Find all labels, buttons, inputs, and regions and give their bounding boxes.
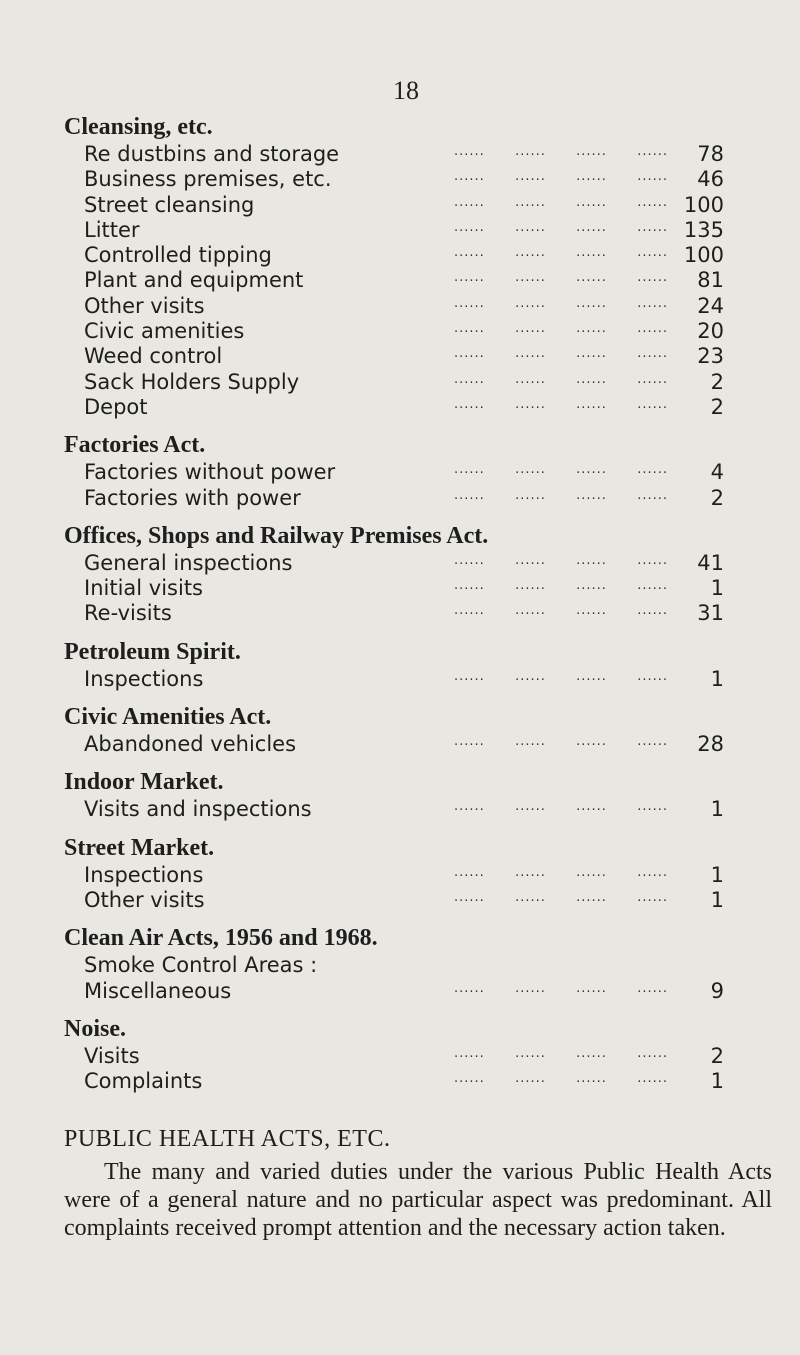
dot-leader: ...... ...... ...... ...... [454, 552, 668, 568]
row-label: Visits [84, 1043, 140, 1068]
row-label: Miscellaneous [84, 978, 232, 1003]
dot-leader: ...... ...... ...... ...... [454, 169, 668, 185]
row-label: Business premises, etc. [84, 167, 332, 192]
row-label: Inspections [84, 666, 204, 691]
dot-leader: ...... ...... ...... ...... [454, 889, 668, 905]
page-number: 18 [393, 76, 419, 105]
row-value: 2 [710, 394, 724, 419]
row-label: Initial visits [84, 576, 203, 601]
row-label: Visits and inspections [84, 797, 312, 822]
section-heading: Indoor Market. [64, 769, 224, 796]
dot-leader: ...... ...... ...... ...... [454, 487, 668, 503]
row-value: 28 [697, 732, 724, 757]
row-value: 23 [697, 344, 724, 369]
dot-leader: ...... ...... ...... ...... [454, 668, 668, 684]
dot-leader: ...... ...... ...... ...... [454, 1071, 668, 1087]
dot-leader: ...... ...... ...... ...... [454, 578, 668, 594]
public-health-title: PUBLIC HEALTH ACTS, ETC. [64, 1126, 391, 1152]
row-value: 81 [697, 268, 724, 293]
dot-leader: ...... ...... ...... ...... [454, 1045, 668, 1061]
row-label: Litter [84, 217, 140, 242]
row-label: Sack Holders Supply [84, 369, 300, 394]
list-row [64, 732, 724, 757]
row-value: 9 [710, 978, 724, 1003]
row-label: Smoke Control Areas : [84, 953, 318, 978]
dot-leader: ...... ...... ...... ...... [454, 734, 668, 750]
list-row [64, 395, 724, 420]
row-value: 2 [710, 485, 724, 510]
row-label: General inspections [84, 550, 293, 575]
row-label: Other visits [84, 293, 205, 318]
section-heading: Offices, Shops and Railway Premises Act. [64, 522, 489, 549]
section-heading: Civic Amenities Act. [64, 704, 272, 731]
row-label: Re dustbins and storage [84, 142, 340, 166]
row-value: 78 [697, 142, 724, 166]
section-heading: Noise. [64, 1015, 126, 1042]
section-heading: Petroleum Spirit. [64, 638, 241, 665]
row-label: Other visits [84, 887, 205, 912]
row-label: Controlled tipping [84, 243, 272, 268]
row-value: 135 [683, 217, 724, 242]
row-label: Plant and equipment [84, 268, 304, 293]
row-label: Depot [84, 394, 148, 419]
row-value: 1 [710, 862, 724, 887]
row-value: 24 [697, 293, 724, 318]
row-label: Abandoned vehicles [84, 732, 297, 757]
dot-leader: ...... ...... ...... ...... [454, 371, 668, 387]
row-value: 1 [710, 666, 724, 691]
dot-leader: ...... ...... ...... ...... [454, 270, 668, 286]
row-label: Factories without power [84, 460, 336, 485]
section-heading: Cleansing, etc. [64, 114, 213, 140]
dot-leader: ...... ...... ...... ...... [454, 245, 668, 261]
dot-leader: ...... ...... ...... ...... [454, 864, 668, 880]
row-value: 41 [697, 550, 724, 575]
inspection-list [64, 112, 724, 1094]
list-row [64, 888, 724, 913]
row-value: 1 [710, 1069, 724, 1094]
row-value: 100 [683, 243, 724, 268]
row-label: Street cleansing [84, 192, 255, 217]
row-value: 20 [697, 319, 724, 344]
row-value: 2 [710, 369, 724, 394]
list-row [64, 979, 724, 1004]
section-heading: Factories Act. [64, 432, 206, 459]
dot-leader: ...... ...... ...... ...... [454, 603, 668, 619]
row-value: 1 [710, 887, 724, 912]
dot-leader: ...... ...... ...... ...... [454, 219, 668, 235]
row-label: Factories with power [84, 485, 301, 510]
row-value: 31 [697, 601, 724, 626]
list-row [64, 797, 724, 822]
section-heading: Clean Air Acts, 1956 and 1968. [64, 925, 378, 952]
dot-leader: ...... ...... ...... ...... [454, 194, 668, 210]
row-value: 1 [710, 797, 724, 822]
row-label: Complaints [84, 1069, 203, 1094]
list-row [64, 486, 724, 511]
dot-leader: ...... ...... ...... ...... [454, 144, 668, 159]
dot-leader: ...... ...... ...... ...... [454, 980, 668, 996]
row-value: 46 [697, 167, 724, 192]
dot-leader: ...... ...... ...... ...... [454, 321, 668, 337]
row-value: 1 [710, 576, 724, 601]
row-label: Civic amenities [84, 319, 245, 344]
dot-leader: ...... ...... ...... ...... [454, 346, 668, 362]
public-health-paragraph: The many and varied duties under the various Public Health Acts were of a general nature and no particular aspect was predominant. All complaints received prompt attention and the necessary action taken. [64, 1159, 772, 1241]
list-row [64, 1069, 724, 1094]
row-label: Weed control [84, 344, 223, 369]
list-row [64, 601, 724, 626]
row-label: Re-visits [84, 601, 172, 626]
section-heading: Street Market. [64, 834, 215, 861]
row-label: Inspections [84, 862, 204, 887]
row-value: 100 [683, 192, 724, 217]
dot-leader: ...... ...... ...... ...... [454, 396, 668, 412]
row-value: 4 [710, 460, 724, 485]
list-row [64, 667, 724, 692]
dot-leader: ...... ...... ...... ...... [454, 799, 668, 815]
dot-leader: ...... ...... ...... ...... [454, 462, 668, 478]
dot-leader: ...... ...... ...... ...... [454, 295, 668, 311]
row-value: 2 [710, 1043, 724, 1068]
